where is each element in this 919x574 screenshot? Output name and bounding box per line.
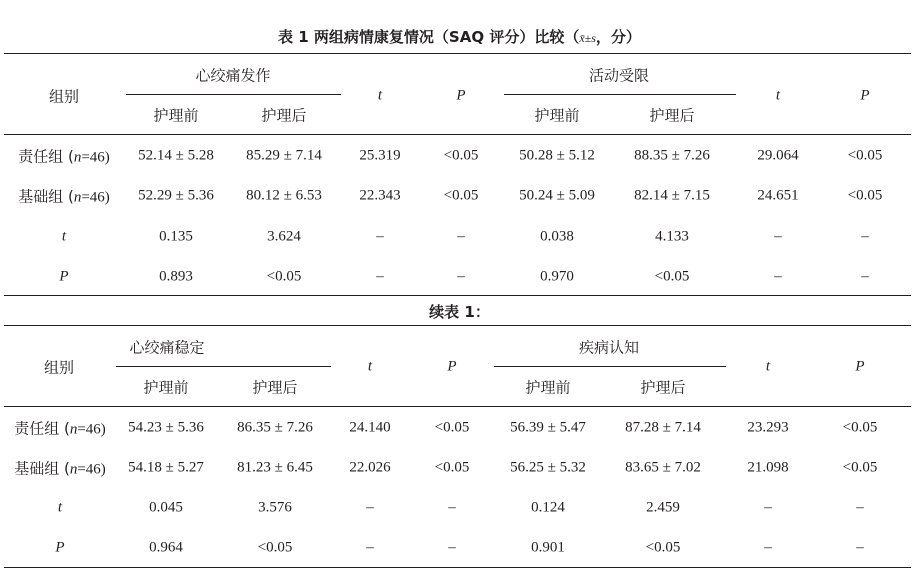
table-cell: – (376, 228, 384, 245)
table-cell: <0.05 (257, 539, 293, 556)
table-cell: 22.026 (349, 459, 391, 476)
table-cell: 0.124 (531, 499, 565, 516)
table1-header-before1: 护理前 (153, 106, 199, 125)
table1-header-t1: t (377, 87, 383, 104)
table-cell: – (861, 228, 869, 245)
table-cell: 87.28 ± 7.14 (625, 419, 701, 436)
table-cell: 0.964 (149, 539, 183, 556)
table2-header-disease-cognition: 疾病认知 (578, 338, 640, 357)
table-cell: – (774, 268, 782, 285)
table-cell: 54.18 ± 5.27 (128, 459, 204, 476)
table-cell: 80.12 ± 6.53 (246, 187, 322, 204)
row-label-count: =46) (81, 149, 110, 166)
table-cell: 0.893 (159, 268, 193, 285)
table-cell: <0.05 (645, 539, 681, 556)
table1-header-group: 组别 (48, 87, 80, 106)
table-cell: – (856, 539, 864, 556)
table-cell: 0.901 (531, 539, 565, 556)
table-cell: – (457, 228, 465, 245)
table1-header-rule (4, 134, 911, 135)
table-cell: <0.05 (654, 268, 690, 285)
table2-header-p2: P (855, 358, 865, 375)
table-cell: – (376, 268, 384, 285)
table-cell: <0.05 (266, 268, 302, 285)
table-cell: 29.064 (757, 147, 799, 164)
table-row-label (18, 146, 110, 167)
table-cell: 21.098 (747, 459, 789, 476)
table-cell: 82.14 ± 7.15 (634, 187, 710, 204)
table-cell: 50.28 ± 5.12 (519, 147, 595, 164)
table2-group1-rule (116, 366, 331, 367)
row-label-group: 责任组 ( (18, 147, 74, 166)
table-cell: 0.038 (540, 228, 574, 245)
table1-header-p2: P (860, 87, 870, 104)
table-row-label (14, 418, 106, 439)
table-cell: <0.05 (443, 147, 479, 164)
table-cell: <0.05 (847, 187, 883, 204)
table-cell: 3.624 (267, 228, 301, 245)
table1-caption-end: ，分） (595, 28, 641, 46)
table-cell: 3.576 (258, 499, 292, 516)
table-cell: 86.35 ± 7.26 (237, 419, 313, 436)
table-cell: 0.970 (540, 268, 574, 285)
table-cell: – (861, 268, 869, 285)
table1-header-after1: 护理后 (261, 106, 307, 125)
table-cell: – (448, 499, 456, 516)
table-cell: – (366, 499, 374, 516)
table1-header-activity-limit: 活动受限 (588, 66, 650, 85)
table-cell: 88.35 ± 7.26 (634, 147, 710, 164)
table1-caption-stat: x̄±s (579, 31, 596, 45)
table2-header-t2: t (765, 358, 771, 375)
row-label-n: n (73, 189, 82, 206)
table-row-label (14, 458, 106, 479)
row-label-group: 责任组 ( (14, 419, 70, 438)
table-cell: 0.045 (149, 499, 183, 516)
table-cell: – (448, 539, 456, 556)
table2-header-rule (4, 406, 911, 407)
table1-caption-text: 表 1 两组病情康复情况（SAQ 评分）比较（ (278, 28, 580, 46)
table1-caption (0, 26, 919, 47)
table-cell: <0.05 (842, 459, 878, 476)
table2-bottom-rule (4, 567, 911, 568)
row-label-n: n (69, 461, 78, 478)
table-cell: – (764, 499, 772, 516)
table1-header-t2: t (775, 87, 781, 104)
table-cell: <0.05 (847, 147, 883, 164)
table2-top-rule (4, 325, 911, 326)
table2-group2-rule (494, 366, 726, 367)
table2-header-p1: P (447, 358, 457, 375)
table1-group1-rule (126, 94, 341, 95)
table1-header-after2: 护理后 (649, 106, 695, 125)
table2-header-after1: 护理后 (252, 378, 298, 397)
table-cell: 56.25 ± 5.32 (510, 459, 586, 476)
table1-header-p1: P (456, 87, 466, 104)
table-cell: 52.14 ± 5.28 (138, 147, 214, 164)
table-cell: <0.05 (842, 419, 878, 436)
table-cell: – (856, 499, 864, 516)
table2-header-before2: 护理前 (525, 378, 571, 397)
table-cell: <0.05 (434, 419, 470, 436)
table2-caption: 续表 1： (429, 303, 490, 321)
table2-header-group: 组别 (43, 358, 75, 377)
table-cell: 54.23 ± 5.36 (128, 419, 204, 436)
table1-header-angina-attack: 心绞痛发作 (195, 66, 271, 85)
table-cell: – (764, 539, 772, 556)
table2-header-before1: 护理前 (143, 378, 189, 397)
table-cell: 85.29 ± 7.14 (246, 147, 322, 164)
table-cell: 22.343 (359, 187, 401, 204)
table-row-label: P (59, 268, 69, 285)
row-label-count: =46) (77, 421, 106, 438)
table-cell: 81.23 ± 6.45 (237, 459, 313, 476)
table-cell: 50.24 ± 5.09 (519, 187, 595, 204)
table-row-label: t (61, 228, 67, 245)
table2-header-t1: t (367, 358, 373, 375)
table1-header-before2: 护理前 (534, 106, 580, 125)
row-label-count: =46) (77, 461, 106, 478)
table-cell: 83.65 ± 7.02 (625, 459, 701, 476)
table2-header-angina-stable: 心绞痛稳定 (129, 338, 205, 357)
row-label-n: n (73, 149, 82, 166)
table-cell: 24.651 (757, 187, 799, 204)
table-cell: 56.39 ± 5.47 (510, 419, 586, 436)
table-cell: 2.459 (646, 499, 680, 516)
row-label-group: 基础组 ( (18, 187, 74, 206)
table-cell: – (774, 228, 782, 245)
table-cell: 25.319 (359, 147, 401, 164)
row-label-group: 基础组 ( (14, 459, 70, 478)
table-cell: 4.133 (655, 228, 689, 245)
row-label-n: n (69, 421, 78, 438)
table-cell: 23.293 (747, 419, 789, 436)
table2-header-after2: 护理后 (640, 378, 686, 397)
table-cell: 0.135 (159, 228, 193, 245)
table-cell: <0.05 (443, 187, 479, 204)
table-cell: 24.140 (349, 419, 391, 436)
table-cell: – (457, 268, 465, 285)
table-row-label: t (57, 499, 63, 516)
row-label-count: =46) (81, 189, 110, 206)
table-row-label (18, 186, 110, 207)
table1-top-rule (4, 53, 911, 54)
table-cell: – (366, 539, 374, 556)
table-cell: <0.05 (434, 459, 470, 476)
table1-group2-rule (504, 94, 736, 95)
table-row-label: P (55, 539, 65, 556)
table-cell: 52.29 ± 5.36 (138, 187, 214, 204)
table1-bottom-rule (4, 295, 911, 296)
